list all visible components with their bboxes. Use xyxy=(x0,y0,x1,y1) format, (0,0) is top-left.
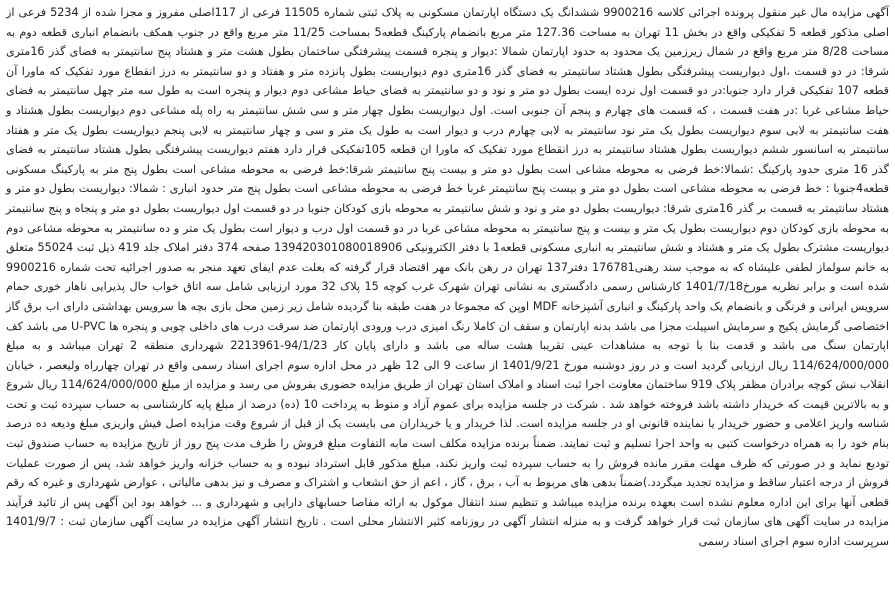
auction-notice-text: آگهی مزایده مال غیر منقول پرونده اجرائی کلاسه 9900216 ششدانگ یک دستگاه اپارتمان مسکونی به پلاک ثبتی شماره 11505 فرعی از 117اصلی مفروز و مجزا شده از 5234 فرعی از اصلی مذکور قطعه 5 تفکیکی واقع در بخش 11 تهران به مساحت 127.36 متر مربع بانضمام پارکینگ قطعه5 بمساحت 11/25 متر مربع واقع در جنوب همکف بانضمام انباری قطعه دوم به مساحت 8/28 متر مربع واقع در شمال زیرزمین یک محدود به حدود اپارتمان شمالا :دیوار و پنجره قسمت پیشرفتگی ساختمان بطول هشت متر و هشتاد پنج سانتیمتر به فضای گذر 16متری شرقا: در دو قسمت ،اول دیواریست پیشرفتگی بطول هشتاد سانتیمتر به فضای گذر 16متری دوم دیواریست بطول پانزده متر و هفتاد و دو سانتیمتر به درز انقطاع مورد تفکیک که ماورا آن قطعه 107 تفکیکی قرار دارد جنوبا:در دو قسمت اول نرده ایست بطول دو متر و نود و دو سانتیمتر به فضای حیاط مشاعی دوم دیوار و پنجره است به طول سه متر چهل سانتیمتر به فضای حیاط مشاعی غربا :در هفت قسمت ، که قسمت های چهارم و پنجم آن جنوبی است. اول دیواریست بطول چهار متر و سی شش سانتیمتر به راه پله مشاعی دوم دیواریست بطول هشتاد و هفت سانتیمتر به لابی سوم دیواریست بطول یک متر نود سانتیمتر به لابی چهارم درب و دیوار است به طول یک متر و سی و چهار سانتیمتر به لابی پنجم دیواریست بطول یک متر و هفتاد سانتیمتر به اسانسور ششم دیواریست بطول هشتاد سانتیمتر به درز انقطاع مورد تفکیک که ماورا ان قطعه 105تفکیکی قرار دارد هفتم دیواریست پیشرفتگی بطول هشتاد سانتیمتر به فضای گذر 16 متری حدود پارکینگ :شمالا:خط فرضی به محوطه مشاعی است بطول دو متر و بیست پنج سانتیمتر شرقا:خط فرضی به محوطه مشاعی است بطول پنج متر به پارکینگ مسکونی قطعه4جنوبا : خط فرضی به محوطه مشاعی است بطول دو متر و بیست پنج سانتیمتر غربا خط فرضی به محوطه مشاعی است بطول پنج متر حدود انباری : شمالا: دیواریست بطول دو متر و هشتاد سانتیمتر به قسمت بر گذر 16متری شرقا: دیواریست بطول دو متر و نود و شش سانتیمتر به محوطه بازی کودکان جنوبا در دو قسمت اول دیواریست بطول دو متر و پنجاه و پنج سانتیمتر به محوطه بازی کودکان دوم دیواریست بطول یک متر و بیست و پنج سانتیمتر به محوطه مشاعی غربا در دو قسمت اول درب و دیوار است بطول یک متر و ده سانتیمتر به محوطه مشاعی دوم دیواریست مشترک بطول یک متر و هشتاد و شش سانتیمتر به انباری مسکونی قطعه1 با دفتر الکترونیکی 139420301080018906 صفحه 374 دفتر املاک جلد 419 ذیل ثبت 55024 متعلق به خانم سولماز لطفی علیشاه که به موجب سند رهنی176781 دفتر137 تهران در رهن بانک مهر اقتصاد قرار گرفته که بعلت عدم ایفای تعهد منجر به صدور اجرائیه تحت شماره 9900216 شده است و برابر نظریه مورخ1401/7/18 کارشناس رسمی دادگستری به نشانی تهران شهرک غرب کوچه 15 پلاک 32 مورد ارزیابی شامل سه اتاق خواب حال پذیرایی ناهار خوری حمام سرویس ایرانی و فرنگی و بانضمام یک واحد پارکینگ و انباری آشپزخانه MDF اوپن که مجموعا در هفت طبقه بنا گردیده شامل زیر زمین محل بازی بچه ها سرویس بهداشتی دارای اب برق گاز اختصاصی گرمایش پکیج و سرمایش اسپیلت مجزا می باشد بدنه اپارتمان و سقف ان کاملا رنگ امیزی درب ورودی اپارتمان ضد سرقت درب های داخلی چوبی و پنجره ها U-PVC می باشد کف اپارتمان سنگ می باشد و قدمت بنا با توجه به مشاهدات عینی تقریبا هشت ساله می باشد و دارای پایان کار 94/1/23-2213961 شهرداری منطقه 2 تهران میباشد و به مبلغ 114/624/000/000 ریال ارزیابی گردید است و در روز دوشنبه مورخ 1401/9/21 از ساعت 9 الی 12 ظهر در محل اداره سوم اجرای اسناد رسمی واقع در تهران چهارراه ولیعصر ، خیابان انقلاب نبش کوچه برادران مظفر پلاک 919 ساختمان معاونت اجرا ثبت اسناد و املاک استان تهران از طریق مزایده حضوری بفروش می رسد و مزایده از مبلغ 114/624/000/000 ریال شروع و به بالاترین قیمت که خریدار داشته باشد فروخته خواهد شد . شرکت در جلسه مزایده برای عموم آزاد و منوط به پرداخت 10 (ده) درصد از مبلغ پایه کارشناسی به حساب سپرده ثبت و تحت شناسه واریز اعلامی و حضور خریدار یا نماینده قانونی او در جلسه مزایده است. لذا خریدار و یا خریداران می بایست یک از قبل از شروع وقت مزایده اصل فیش واریزی مبلغ ودیعه ده درصد بنام خود را به همراه درخواست کتبی به واحد اجرا تسلیم و ثبت نمایند. ضمناً برنده مزایده مکلف است مابه التفاوت مبلغ فروش را ظرف مدت پنج روز از تاریخ مزایده به حساب صندوق ثبت تودیع نماید و در صورتی که ظرف مهلت مقرر مانده فروش را به حساب سپرده ثبت واریز نکند، مبلغ مذکور قابل استرداد نبوده و به حساب خزانه واریز خواهد شد، پس از صورت عملیات فروش از درجه اعتبار ساقط و مزایده تجدید میگردد.)ضمناً بدهی های مربوط به آب ، برق ، گاز ، اعم از حق انشعاب و اشتراک و مصرف و نیز بدهی مالیاتی ، عوارض شهرداری و غیره که رقم قطعی آنها برای این اداره معلوم نشده است بعهده برنده مزایده میباشد و تنظیم سند انتقال موکول به ارائه مفاصا حسابهای دارایی و شهرداری و ... خواهد بود این آگهی پس از تائید فرآیند مزایده در سایت آگهی های سازمان ثبت قرار خواهد گرفت و به منزله انتشار آگهی در روزنامه کثیر الانتشار محلی است . تاریخ انتشار آگهی مزایده در سایت آگهی سازمان ثبت : 1401/9/7 سرپرست اداره سوم اجرای اسناد رسمی xyxy=(6,6,890,549)
